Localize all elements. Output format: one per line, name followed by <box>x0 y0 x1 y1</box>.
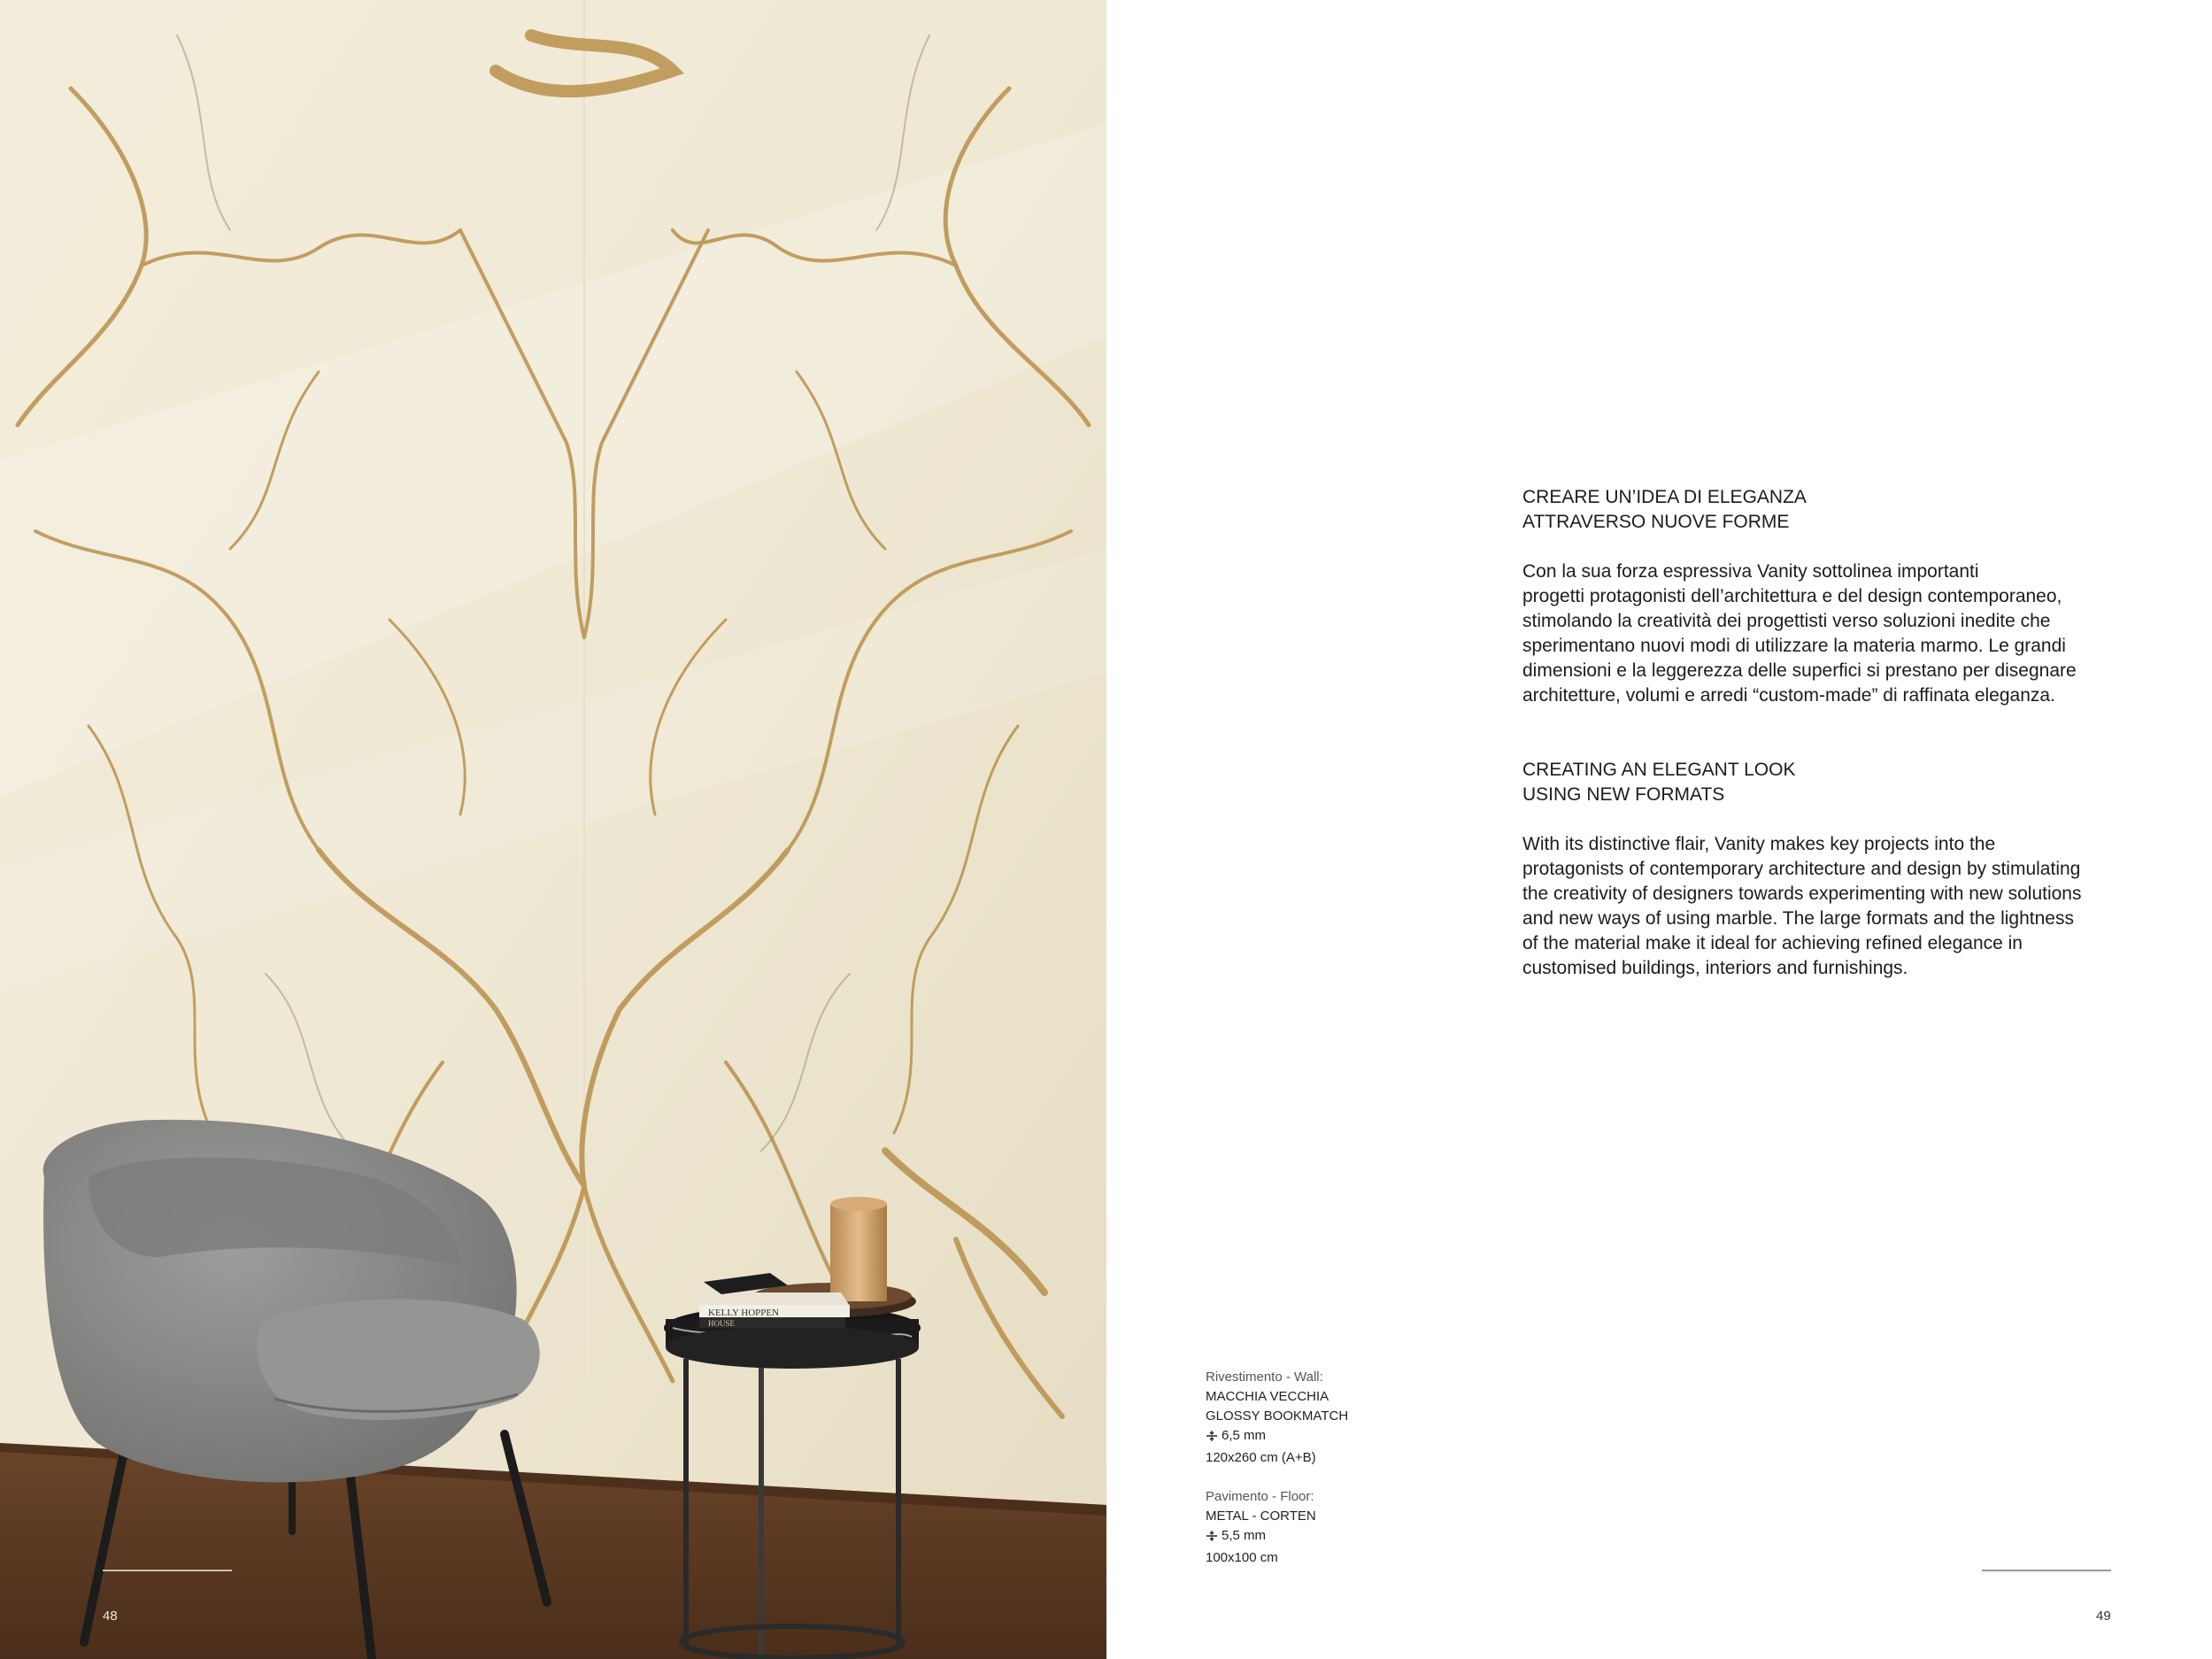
italian-text-block <box>1522 485 2124 708</box>
italian-body-line: Con la sua forza espressiva Vanity sottolinea importanti <box>1522 561 1979 582</box>
right-page-rule <box>1982 1570 2111 1571</box>
english-body-line: of the material make it ideal for achieving refined elegance in <box>1522 933 2023 953</box>
italian-body-line: progetti protagonisti dell’architettura e del design contemporaneo, <box>1522 586 2062 606</box>
floor-size: 100x100 cm <box>1206 1550 1278 1565</box>
italian-body-line: sperimentano nuovi modi di utilizzare la materia marmo. Le grandi <box>1522 636 2066 656</box>
italian-heading-line2: ATTRAVERSO NUOVE FORME <box>1522 512 1790 532</box>
english-text-block <box>1522 758 2124 981</box>
floor-thickness-value: 5,5 mm <box>1222 1528 1267 1543</box>
english-body-line: the creativity of designers towards experimenting with new solutions <box>1522 884 2082 904</box>
english-body-line: With its distinctive flair, Vanity makes key projects into the <box>1522 834 1996 854</box>
left-page-rule <box>103 1570 232 1571</box>
italian-heading-line1: CREARE UN’IDEA DI ELEGANZA <box>1522 487 1807 507</box>
english-heading-line1: CREATING AN ELEGANT LOOK <box>1522 760 1796 780</box>
floor-label: Pavimento - Floor: <box>1206 1489 1314 1504</box>
english-body-line: customised buildings, interiors and furnishings. <box>1522 958 1908 978</box>
english-body-line: and new ways of using marble. The large formats and the lightness <box>1522 908 2074 929</box>
wall-product-finish: GLOSSY BOOKMATCH <box>1206 1408 1349 1424</box>
wall-thickness <box>1206 1426 1266 1446</box>
book-title-2: HOUSE <box>708 1319 736 1328</box>
wall-thickness-value: 6,5 mm <box>1222 1428 1267 1443</box>
thickness-icon <box>1206 1430 1218 1442</box>
left-page-number: 48 <box>103 1609 118 1624</box>
product-caption <box>1206 1368 1436 1568</box>
floor-product-name: METAL - CORTEN <box>1206 1509 1316 1524</box>
english-body-line: protagonists of contemporary architecture and design by stimulating <box>1522 859 2081 879</box>
english-heading-line2: USING NEW FORMATS <box>1522 784 1725 805</box>
book-title-1: KELLY HOPPEN <box>708 1308 780 1318</box>
wall-size: 120x260 cm (A+B) <box>1206 1450 1316 1465</box>
italian-body-line: dimensioni e la leggerezza delle superfici si prestano per disegnare <box>1522 660 2077 681</box>
italian-body-line: architetture, volumi e arredi “custom-made” di raffinata eleganza. <box>1522 685 2055 706</box>
wall-product-name: MACCHIA VECCHIA <box>1206 1389 1330 1404</box>
floor-thickness <box>1206 1526 1266 1546</box>
thickness-icon <box>1206 1530 1218 1542</box>
wall-label: Rivestimento - Wall: <box>1206 1370 1323 1385</box>
right-page-number: 49 <box>2096 1609 2111 1624</box>
italian-body-line: stimolando la creatività dei progettisti verso soluzioni inedite che <box>1522 611 2051 631</box>
